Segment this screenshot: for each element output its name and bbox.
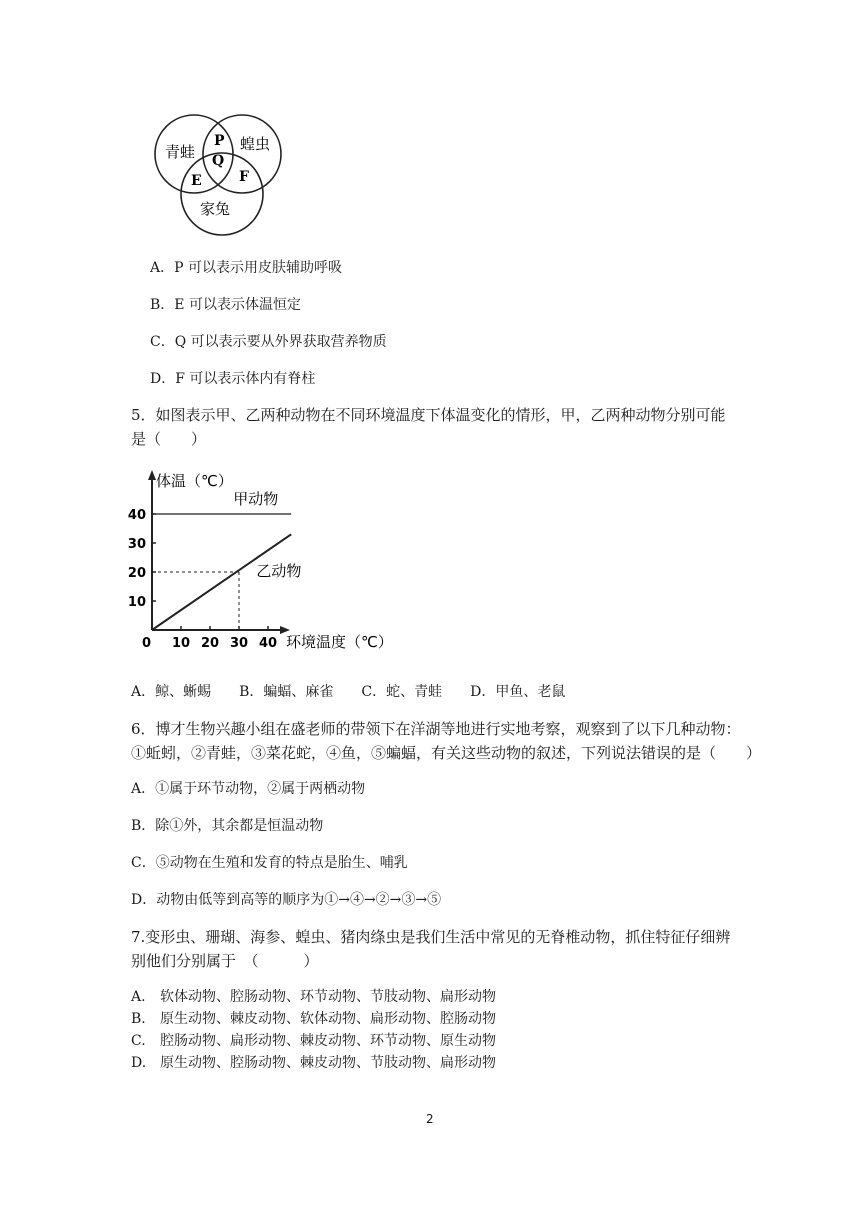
x-tick-label-20: 20 [200,636,220,651]
q6-stem-line1: 6．博才生物兴趣小组在盛老师的带领下在洋湖等地进行实地考察，观察到了以下几种动物： [131,720,741,738]
q7-option-a-text: 软体动物、腔肠动物、环节动物、节肢动物、扁形动物 [160,989,496,1005]
q5-stem-line1: 5．如图表示甲、乙两种动物在不同环境温度下体温变化的情形，甲，乙两种动物分别可能 [131,406,726,424]
q6-stem-line2: ①蚯蚓，②青蛙，③菜花蛇，④鱼，⑤蝙蝠，有关这些动物的叙述，下列说法错误的是（ ） [131,744,762,762]
y-tick-label-20: 20 [127,566,146,581]
q4-option-d: D．F 可以表示体内有脊柱 [150,371,316,387]
q7-option-c-letter: C. [131,1033,146,1049]
q4-option-c: C．Q 可以表示要从外界获取营养物质 [150,334,387,350]
q5-options: A．鲸、蜥蜴 B．蝙蝠、麻雀 C．蛇、青蛙 D．甲鱼、老鼠 [131,684,566,700]
y-axis-label: 体温（℃） [156,472,233,490]
q6-option-d: D．动物由低等到高等的顺序为①→④→②→③→⑤ [131,892,442,908]
venn-region-e: E [191,173,202,189]
q7-option-a [131,986,496,1006]
body-temperature-chart [126,462,406,658]
q6-option-c: C．⑤动物在生殖和发育的特点是胎生、哺乳 [131,855,408,871]
q7-option-d-letter: D. [131,1055,147,1071]
y-tick-label-30: 30 [127,537,146,552]
q7-option-c-text: 腔肠动物、扁形动物、棘皮动物、环节动物、原生动物 [160,1033,496,1049]
venn-region-f: F [239,169,249,185]
q7-option-d [131,1052,496,1072]
q7-option-d-text: 原生动物、腔肠动物、棘皮动物、节肢动物、扁形动物 [160,1055,496,1071]
venn-label-locust: 蝗虫 [240,135,271,153]
q7-option-c [131,1030,496,1050]
venn-label-frog: 青蛙 [165,143,196,161]
series-label-jia: 甲动物 [233,490,279,508]
x-tick-label-40: 40 [258,636,278,651]
q6-option-b: B．除①外，其余都是恒温动物 [131,818,324,834]
q7-option-a-letter: A. [131,989,146,1005]
q4-option-b: B．E 可以表示体温恒定 [150,297,301,313]
series-label-yi: 乙动物 [256,562,302,580]
venn-label-rabbit: 家兔 [200,200,231,218]
y-axis-arrow [148,470,156,480]
x-tick-label-30: 30 [229,636,249,651]
venn-region-p: P [214,133,225,149]
q7-option-b-text: 原生动物、棘皮动物、软体动物、扁形动物、腔肠动物 [160,1011,496,1027]
q7-option-b-letter: B. [131,1011,146,1027]
x-tick-label-0: 0 [141,636,151,651]
venn-region-q: Q [212,153,225,169]
series-line-yi [152,534,291,630]
q7-stem-line1: 7.变形虫、珊瑚、海参、蝗虫、猪肉绦虫是我们生活中常见的无脊椎动物，抓住特征仔细辨 [131,928,731,946]
y-tick-label-40: 40 [127,508,146,523]
page-number: 2 [426,1112,434,1126]
q4-option-a: A．P 可以表示用皮肤辅助呼吸 [150,260,342,276]
y-tick-label-10: 10 [127,595,146,610]
q6-option-a: A．①属于环节动物，②属于两栖动物 [131,781,366,797]
venn-diagram [148,112,288,238]
x-tick-label-10: 10 [171,636,191,651]
q5-stem-line2: 是（ ） [131,430,207,448]
x-axis-label: 环境温度（℃） [286,633,393,651]
q7-option-b [131,1008,496,1028]
q7-stem-line2: 别他们分别属于 （ ） [131,952,319,970]
